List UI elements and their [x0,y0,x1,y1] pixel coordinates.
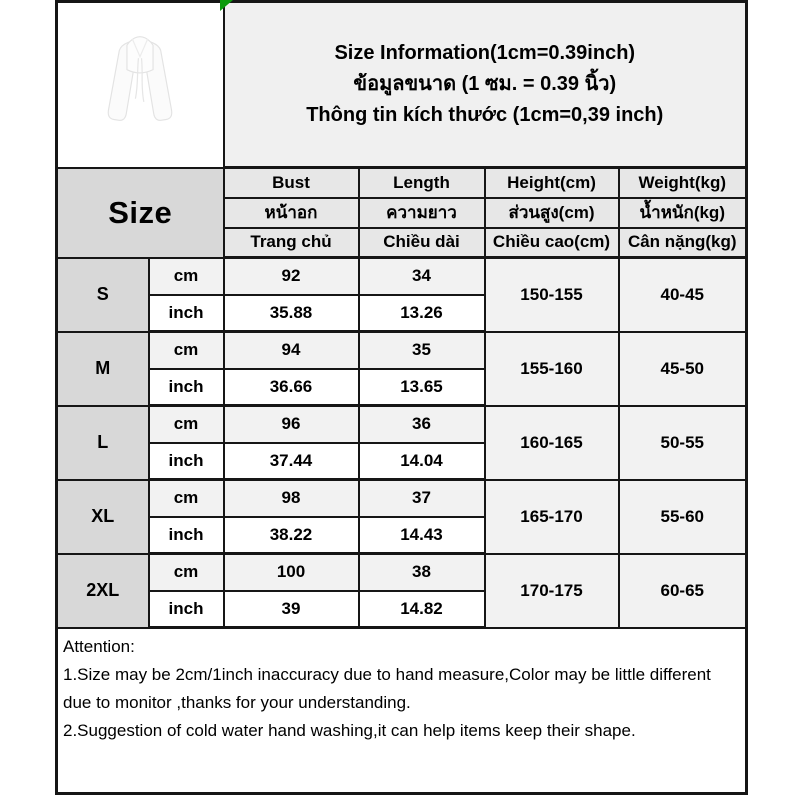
weight-range-xl: 55-60 [619,480,747,554]
length-cm-l: 36 [359,406,485,443]
bust-cm-s: 92 [224,258,359,295]
weight-range-l: 50-55 [619,406,747,480]
height-range-m: 155-160 [485,332,619,406]
unit-label-inch: inch [149,295,224,332]
sheet-title-cell [224,2,747,168]
col-header-weight-en: Weight(kg) [619,168,747,198]
col-header-bust-en: Bust [224,168,359,198]
unit-label-cm: cm [149,406,224,443]
length-cm-s: 34 [359,258,485,295]
bust-inch-s: 35.88 [224,295,359,332]
bust-inch-l: 37.44 [224,443,359,480]
col-header-bust-vi: Trang chủ [224,228,359,258]
col-header-height-th: ส่วนสูง(cm) [485,198,619,228]
length-inch-s: 13.26 [359,295,485,332]
green-corner-marker [220,0,233,11]
size-label-s: S [57,258,149,332]
unit-label-cm: cm [149,554,224,591]
product-photo-crop-top [94,30,186,140]
unit-label-inch: inch [149,591,224,628]
size-corner-label: Size [57,168,224,258]
length-cm-m: 35 [359,332,485,369]
weight-range-s: 40-45 [619,258,747,332]
length-inch-l: 14.04 [359,443,485,480]
size-label-xl: XL [57,480,149,554]
length-inch-m: 13.65 [359,369,485,406]
height-range-s: 150-155 [485,258,619,332]
col-header-weight-vi: Cân nặng(kg) [619,228,747,258]
bust-inch-2xl: 39 [224,591,359,628]
title-thai: ข้อมูลขนาด (1 ซม. = 0.39 นิ้ว) [353,73,617,95]
title-vietnamese: Thông tin kích thước (1cm=0,39 inch) [306,104,664,126]
unit-label-inch: inch [149,517,224,554]
size-label-m: M [57,332,149,406]
col-header-length-en: Length [359,168,485,198]
col-header-height-vi: Chiều cao(cm) [485,228,619,258]
length-inch-2xl: 14.82 [359,591,485,628]
col-header-length-th: ความยาว [359,198,485,228]
attention-note-1: 1.Size may be 2cm/1inch inaccuracy due to hand measure,Color may be little different due to monitor ,thanks for your understanding. [63,665,711,712]
size-chart-table [55,0,748,795]
unit-label-inch: inch [149,369,224,406]
height-range-xl: 165-170 [485,480,619,554]
col-header-height-en: Height(cm) [485,168,619,198]
bust-inch-xl: 38.22 [224,517,359,554]
bust-inch-m: 36.66 [224,369,359,406]
size-label-2xl: 2XL [57,554,149,628]
unit-label-cm: cm [149,332,224,369]
attention-title: Attention: [63,637,135,656]
height-range-l: 160-165 [485,406,619,480]
attention-cell [57,628,747,794]
product-image-cell [57,2,224,168]
col-header-bust-th: หน้าอก [224,198,359,228]
weight-range-2xl: 60-65 [619,554,747,628]
length-cm-xl: 37 [359,480,485,517]
length-inch-xl: 14.43 [359,517,485,554]
unit-label-cm: cm [149,480,224,517]
weight-range-m: 45-50 [619,332,747,406]
col-header-weight-th: น้ำหนัก(kg) [619,198,747,228]
title-english: Size Information(1cm=0.39inch) [334,42,636,64]
size-label-l: L [57,406,149,480]
attention-note-2: 2.Suggestion of cold water hand washing,it can help items keep their shape. [63,721,636,740]
height-range-2xl: 170-175 [485,554,619,628]
bust-cm-m: 94 [224,332,359,369]
unit-label-inch: inch [149,443,224,480]
bust-cm-l: 96 [224,406,359,443]
unit-label-cm: cm [149,258,224,295]
bust-cm-2xl: 100 [224,554,359,591]
bust-cm-xl: 98 [224,480,359,517]
length-cm-2xl: 38 [359,554,485,591]
col-header-length-vi: Chiều dài [359,228,485,258]
